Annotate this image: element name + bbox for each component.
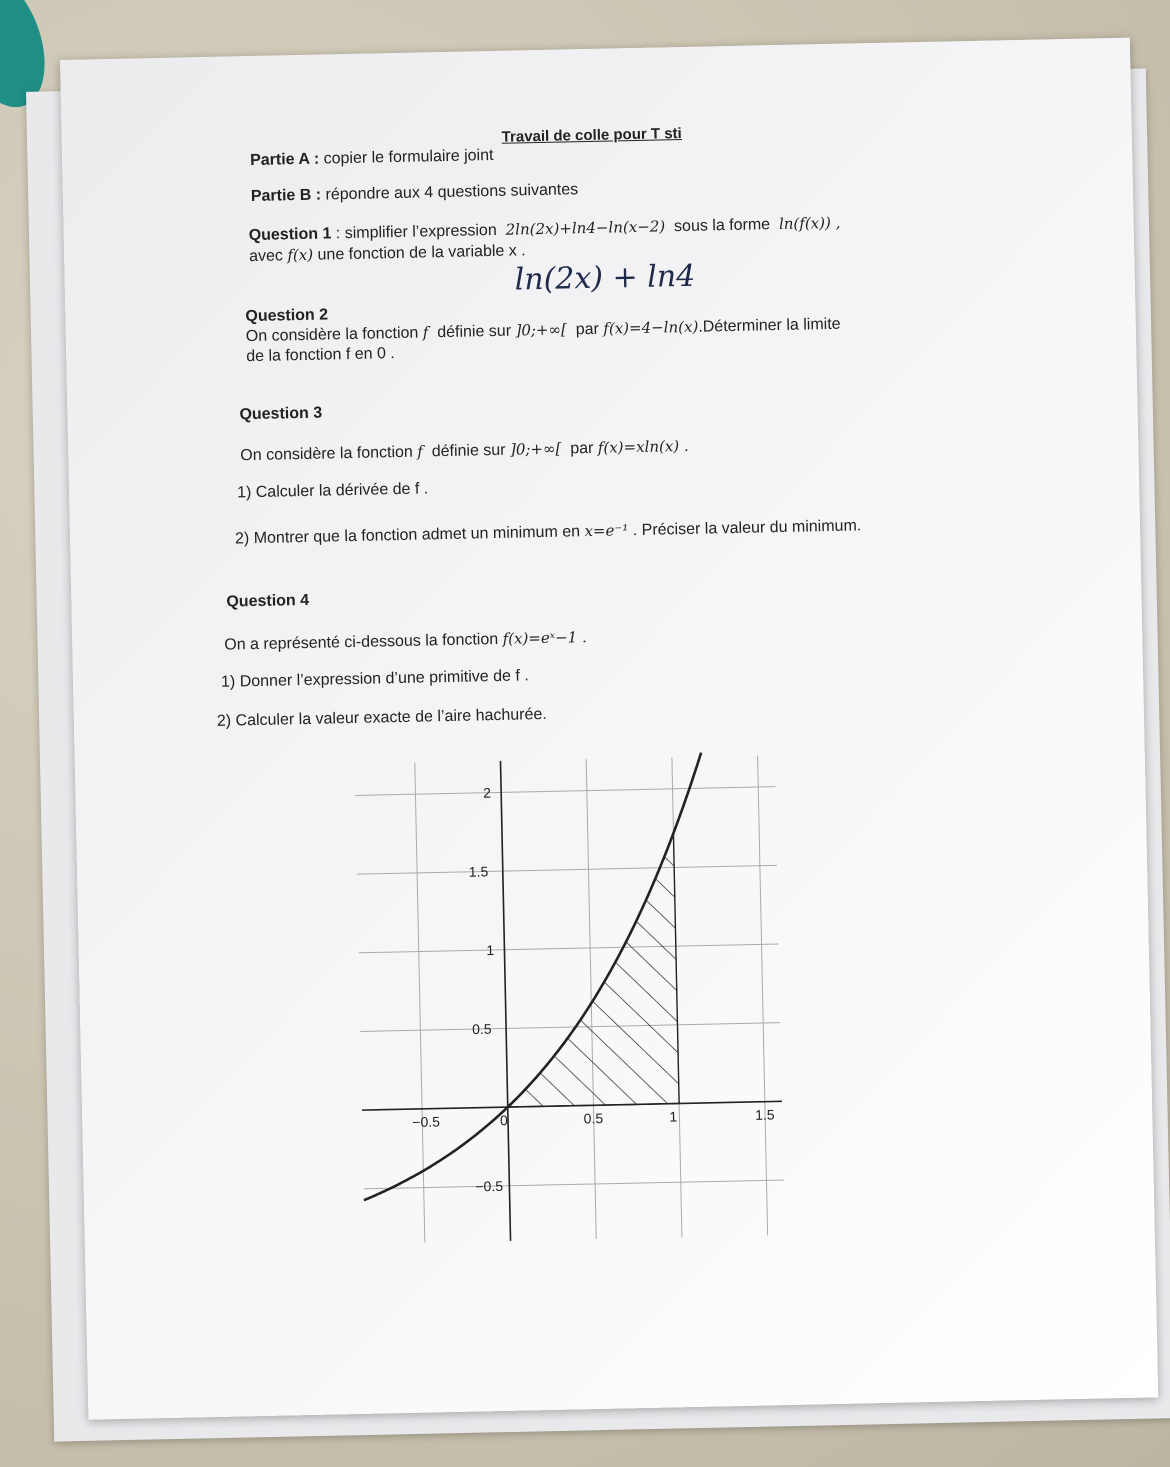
x-tick-label: −0.5 [412, 1113, 441, 1131]
question-4-label: Question 4 [226, 591, 310, 611]
handwritten-answer: ln(2x) + ln4 [514, 258, 696, 298]
x-tick-label: 1.5 [754, 1106, 775, 1123]
question-3-label: Question 3 [239, 404, 323, 424]
question-3-item2: 2) Montrer que la fonction admet un minimum en x=e⁻¹ . Préciser la valeur du minimum. [234, 517, 862, 548]
x-tick-label: 0.5 [583, 1110, 604, 1127]
y-tick-label: 1.5 [468, 863, 489, 880]
question-1-line1: Question 1 : simplifier l’expression 2ln(2x)+ln4−ln(x−2) sous la forme ln(f(x)) , [248, 213, 841, 245]
function-graph [335, 745, 805, 1255]
y-tick-label: 2 [482, 784, 492, 801]
question-2-line1: On considère la fonction f définie sur ]0;+∞[ par f(x)=4−ln(x).Déterminer la limite [245, 315, 841, 346]
y-tick-label: 0.5 [471, 1020, 492, 1038]
grid-line-h [355, 787, 775, 796]
question-2-label: Question 2 [245, 306, 329, 326]
x-tick-label: 0 [499, 1112, 508, 1129]
x-tick-label: 1 [669, 1108, 678, 1125]
question-3-item1: 1) Calculer la dérivée de f . [236, 480, 429, 502]
grid-line-h [359, 944, 779, 953]
question-4-line1: On a représenté ci-dessous la fonction f(x)=eˣ−1 . [224, 628, 587, 654]
grid-line-h [357, 865, 777, 874]
grid-line-h [360, 1023, 780, 1032]
part-a: Partie A : copier le formulaire joint [249, 146, 494, 170]
question-3-line1: On considère la fonction f définie sur ]0;+∞[ par f(x)=xln(x) . [240, 436, 689, 465]
question-2-line2: de la fonction f en 0 . [246, 345, 395, 366]
y-tick-label: −0.5 [475, 1177, 504, 1195]
y-tick-label: 1 [486, 941, 495, 959]
grid-line-h [364, 1180, 784, 1189]
question-4-item1: 1) Donner l’expression d’une primitive de f . [220, 667, 529, 691]
grid-line-v [758, 756, 768, 1236]
question-1-line2: avec f(x) une fonction de la variable x . [248, 242, 526, 266]
question-4-item2: 2) Calculer la valeur exacte de l’aire hachurée. [216, 705, 547, 730]
page-title: Travail de colle pour T sti [501, 124, 682, 146]
y-axis [500, 761, 510, 1241]
part-b: Partie B : répondre aux 4 questions suivantes [250, 181, 579, 206]
worksheet [60, 38, 1158, 1420]
